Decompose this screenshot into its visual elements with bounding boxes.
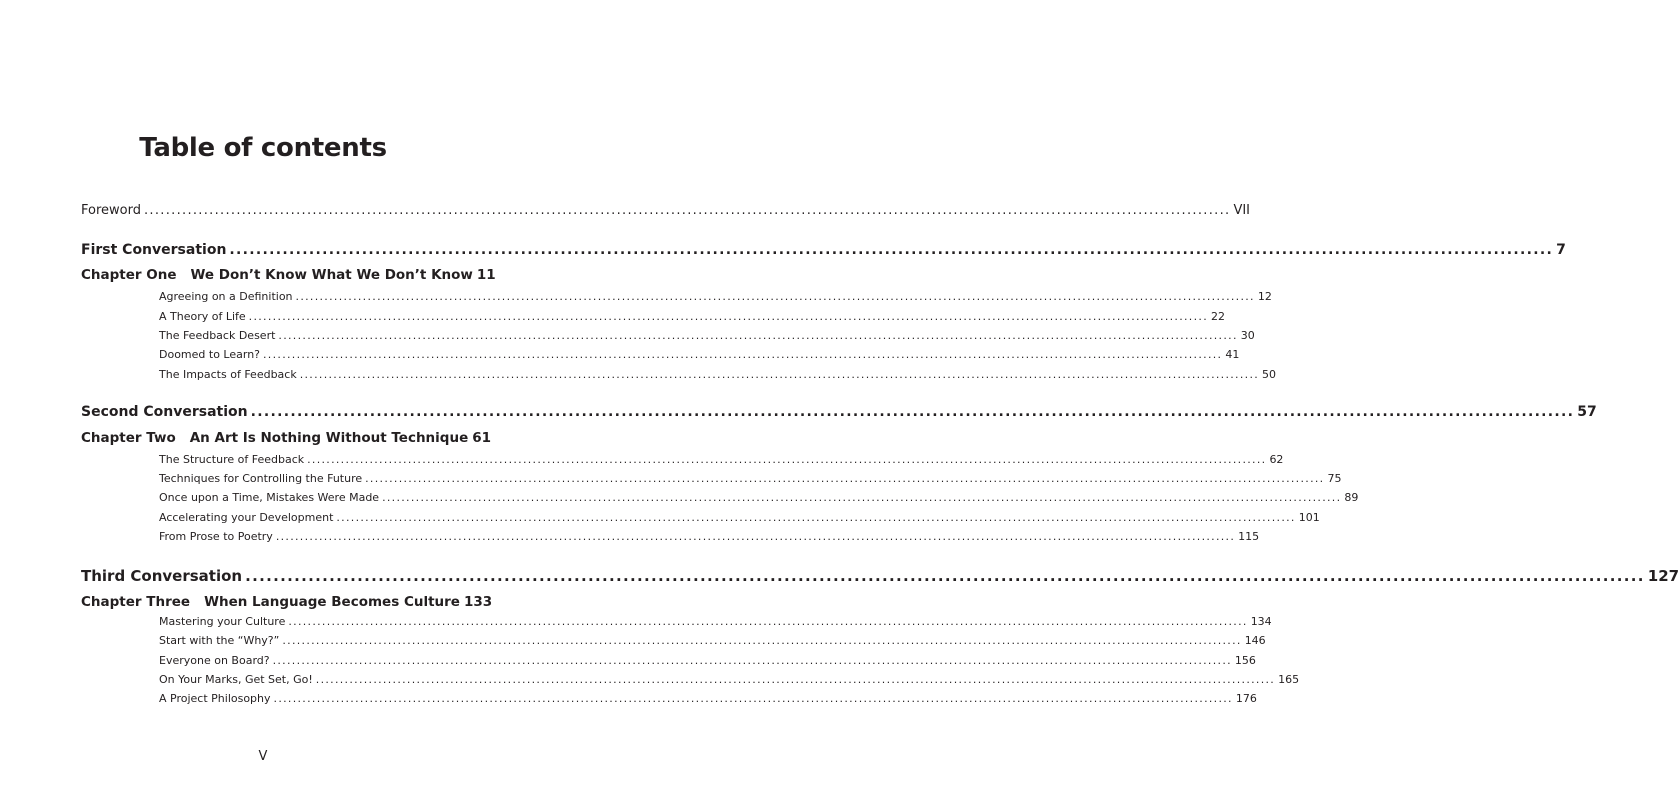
toc-entry-page: 50 [1262,368,1277,381]
toc-entry-chapter[interactable] [81,430,492,446]
leader-dots: ........................................................................................................................................................................................................ [288,615,1248,628]
toc-entry-label: Foreword [81,203,141,218]
toc-entry-page: VII [1233,203,1251,218]
chapter-number: Chapter Three [81,594,191,610]
leader-dots: ........................................................................................................................................................................................................ [365,472,1325,485]
toc-entry-conversation[interactable] [81,242,1566,258]
toc-entry-section[interactable] [159,511,1320,524]
toc-entry-chapter[interactable] [81,594,493,610]
toc-entry-label: From Prose to Poetry [159,530,273,543]
toc-entry-label: Third Conversation [81,567,243,585]
toc-entry-label: Once upon a Time, Mistakes Were Made [159,491,380,504]
toc-entry-section[interactable] [159,615,1272,628]
toc-entry-page: 115 [1238,530,1260,543]
toc-entry-label: Accelerating your Development [159,511,334,524]
toc-entry-page: 11 [476,267,496,283]
toc-entry-label: First Conversation [81,242,227,258]
leader-dots: ........................................................................................................................................................................................................ [143,203,1231,218]
leader-dots: ........................................................................................................................................................................................................ [272,654,1232,667]
leader-dots: ........................................................................................................................................................................................................ [336,511,1296,524]
page-title: Table of contents [139,133,387,163]
toc-entry-page: 156 [1234,654,1256,667]
toc-entry-page: 30 [1240,329,1255,342]
chapter-title: When Language Becomes Culture [204,594,460,610]
toc-entry-section[interactable] [159,530,1260,543]
toc-entry-conversation[interactable] [81,567,1679,585]
toc-entry-section[interactable] [159,634,1266,647]
toc-entry-label: The Feedback Desert [159,329,276,342]
toc-entry-section[interactable] [159,692,1257,705]
leader-dots: ........................................................................................................................................................................................................ [295,290,1255,303]
toc-entry-page: 165 [1278,673,1300,686]
toc-entry-label: Techniques for Controlling the Future [159,472,363,485]
toc-entry-chapter[interactable] [81,267,496,283]
toc-entry-page: 57 [1577,404,1597,420]
toc-entry-label: A Project Philosophy [159,692,271,705]
toc-entry-page: 101 [1298,511,1320,524]
leader-dots: ........................................................................................................................................................................................................ [299,368,1260,381]
toc-entry-section[interactable] [159,673,1300,686]
toc-entry-section[interactable] [159,491,1359,504]
toc-entry-section[interactable] [159,310,1225,323]
toc-entry-page: 12 [1257,290,1272,303]
toc-entry-page: 127 [1647,567,1679,585]
leader-dots: ........................................................................................................................................................................................................ [245,567,1645,585]
toc-entry-page: 62 [1269,453,1284,466]
toc-entry-label: Agreeing on a Definition [159,290,293,303]
chapter-title: We Don’t Know What We Don’t Know [190,267,473,283]
leader-dots: ........................................................................................................................................................................................................ [282,634,1242,647]
leader-dots: ........................................................................................................................................................................................................ [250,404,1575,420]
toc-entry-label: The Impacts of Feedback [159,368,297,381]
toc-entry-page: 89 [1344,491,1359,504]
toc-entry-foreword[interactable] [81,203,1251,218]
toc-entry-page: 146 [1244,634,1266,647]
leader-dots: ........................................................................................................................................................................................................ [275,530,1236,543]
toc-entry-page: 176 [1235,692,1257,705]
toc-entry-page: 61 [472,430,492,446]
toc-entry-label: Everyone on Board? [159,654,270,667]
chapter-number: Chapter One [81,267,177,283]
leader-dots: ........................................................................................................................................................................................................ [307,453,1267,466]
leader-dots: ........................................................................................................................................................................................................ [229,242,1554,258]
toc-entry-page: 41 [1225,348,1240,361]
leader-dots: ........................................................................................................................................................................................................ [273,692,1233,705]
toc-entry-section[interactable] [159,453,1284,466]
toc-entry-label: Second Conversation [81,404,248,420]
toc-entry-label: A Theory of Life [159,310,246,323]
toc-entry-section[interactable] [159,348,1240,361]
toc-entry-label: Start with the “Why?” [159,634,280,647]
toc-entry-page: 134 [1250,615,1272,628]
chapter-number: Chapter Two [81,430,176,446]
leader-dots: ........................................................................................................................................................................................................ [315,673,1276,686]
leader-dots: ........................................................................................................................................................................................................ [248,310,1208,323]
toc-entry-page: 75 [1327,472,1342,485]
leader-dots: ........................................................................................................................................................................................................ [278,329,1238,342]
toc-entry-section[interactable] [159,654,1256,667]
toc-entry-page: 22 [1211,310,1225,323]
toc-entry-section[interactable] [159,290,1272,303]
toc-entry-label: On Your Marks, Get Set, Go! [159,673,313,686]
toc-entry-conversation[interactable] [81,404,1597,420]
page-number: V [258,749,268,764]
leader-dots: ........................................................................................................................................................................................................ [382,491,1342,504]
chapter-title: An Art Is Nothing Without Technique [189,430,469,446]
toc-entry-page: 133 [463,594,493,610]
toc-entry-label: Doomed to Learn? [159,348,261,361]
leader-dots: ........................................................................................................................................................................................................ [263,348,1223,361]
toc-entry-page: 7 [1556,242,1566,258]
toc-entry-section[interactable] [159,368,1277,381]
toc-entry-label: Mastering your Culture [159,615,286,628]
toc-entry-label: The Structure of Feedback [159,453,305,466]
toc-entry-section[interactable] [159,329,1255,342]
toc-entry-section[interactable] [159,472,1342,485]
